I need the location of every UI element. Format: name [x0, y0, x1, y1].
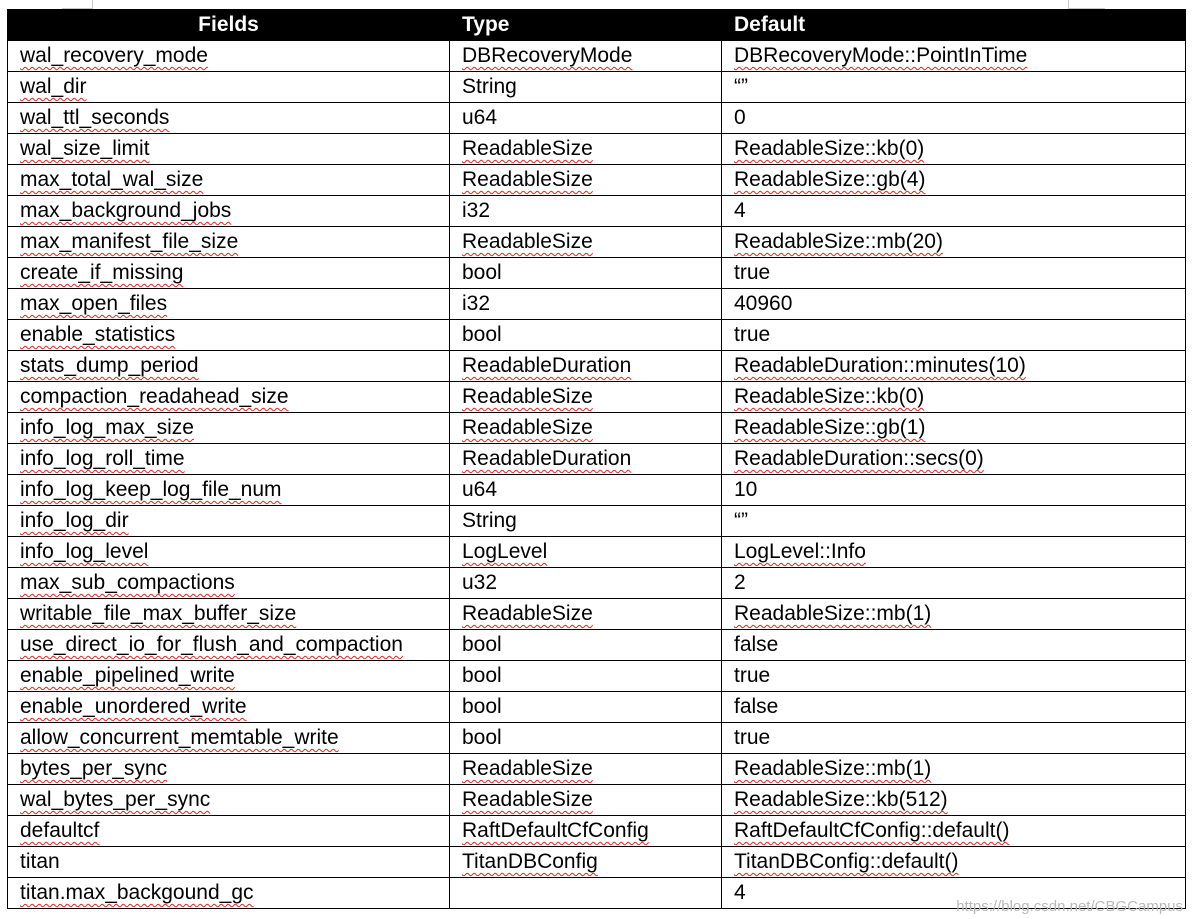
field-cell-text: enable_pipelined_write: [20, 664, 235, 687]
default-cell: [722, 351, 1186, 382]
table-row: [8, 785, 1186, 816]
field-cell: [8, 661, 450, 692]
field-cell: [8, 785, 450, 816]
default-cell-text: ReadableSize::kb(512): [734, 788, 948, 811]
type-cell-text: bool: [462, 633, 502, 656]
type-cell-text: bool: [462, 323, 502, 346]
field-cell: [8, 382, 450, 413]
watermark: https://blog.csdn.net/CBGCampus: [956, 898, 1183, 915]
default-cell-text: ReadableSize::mb(20): [734, 230, 943, 253]
type-cell: [450, 258, 722, 289]
type-cell: [450, 444, 722, 475]
type-cell-text: bool: [462, 664, 502, 687]
table-row: [8, 444, 1186, 475]
field-cell: [8, 878, 450, 909]
default-cell-text: 10: [734, 478, 758, 501]
type-cell-text: TitanDBConfig: [462, 850, 598, 873]
default-cell-text: ReadableSize::gb(1): [734, 416, 926, 439]
type-cell-text: ReadableSize: [462, 602, 593, 625]
default-cell: [722, 72, 1186, 103]
table-row: [8, 134, 1186, 165]
field-cell: [8, 196, 450, 227]
table-row: [8, 816, 1186, 847]
default-cell: [722, 320, 1186, 351]
page-corner-mark-left: [62, 0, 93, 9]
field-cell: [8, 41, 450, 72]
type-cell-text: u64: [462, 106, 498, 129]
default-cell-text: true: [734, 726, 771, 749]
table-row: [8, 165, 1186, 196]
page-corner-mark-right: [1068, 0, 1105, 9]
type-cell-text: bool: [462, 726, 502, 749]
default-cell-text: false: [734, 633, 779, 656]
default-cell-text: ReadableSize::kb(0): [734, 137, 925, 160]
header-type: Type: [450, 10, 722, 41]
field-cell-text: enable_statistics: [20, 323, 176, 346]
table-row: [8, 537, 1186, 568]
field-cell: [8, 103, 450, 134]
default-cell: [722, 537, 1186, 568]
field-cell-text: wal_dir: [20, 75, 87, 98]
default-cell: [722, 413, 1186, 444]
field-cell: [8, 537, 450, 568]
default-cell: [722, 847, 1186, 878]
table-row: [8, 599, 1186, 630]
default-cell-text: “”: [734, 75, 748, 98]
field-cell-text: info_log_level: [20, 540, 149, 563]
default-cell: [722, 289, 1186, 320]
default-cell: [722, 475, 1186, 506]
type-cell: [450, 599, 722, 630]
field-cell-text: max_background_jobs: [20, 199, 232, 222]
type-cell: [450, 165, 722, 196]
default-cell-text: false: [734, 695, 779, 718]
config-table: [7, 9, 1186, 909]
default-cell: [722, 41, 1186, 72]
default-cell: [722, 227, 1186, 258]
type-cell-text: ReadableSize: [462, 137, 593, 160]
type-cell-text: u64: [462, 478, 498, 501]
type-cell-text: LogLevel: [462, 540, 548, 563]
default-cell-text: TitanDBConfig::default(): [734, 850, 959, 873]
type-cell-text: bool: [462, 695, 502, 718]
type-cell-text: i32: [462, 199, 491, 222]
type-cell: [450, 878, 722, 909]
field-cell: [8, 444, 450, 475]
type-cell-text: bool: [462, 261, 502, 284]
field-cell: [8, 227, 450, 258]
table-row: [8, 661, 1186, 692]
type-cell-text: ReadableSize: [462, 168, 593, 191]
table-row: [8, 847, 1186, 878]
default-cell-text: RaftDefaultCfConfig::default(): [734, 819, 1010, 842]
field-cell: [8, 816, 450, 847]
field-cell-text: wal_ttl_seconds: [20, 106, 170, 129]
type-cell-text: ReadableSize: [462, 416, 593, 439]
field-cell-text: info_log_roll_time: [20, 447, 185, 470]
field-cell-text: defaultcf: [20, 819, 100, 842]
type-cell-text: ReadableSize: [462, 757, 593, 780]
field-cell: [8, 475, 450, 506]
type-cell: [450, 103, 722, 134]
table-row: [8, 72, 1186, 103]
default-cell: [722, 196, 1186, 227]
type-cell-text: ReadableSize: [462, 230, 593, 253]
type-cell-text: String: [462, 75, 517, 98]
table-row: [8, 382, 1186, 413]
table-row: [8, 754, 1186, 785]
table-row: [8, 723, 1186, 754]
field-cell: [8, 847, 450, 878]
default-cell: [722, 785, 1186, 816]
type-cell: [450, 475, 722, 506]
table-row: [8, 103, 1186, 134]
field-cell-text: allow_concurrent_memtable_write: [20, 726, 339, 749]
default-cell-text: 40960: [734, 292, 793, 315]
table-row: [8, 227, 1186, 258]
type-cell: [450, 382, 722, 413]
field-cell-text: max_sub_compactions: [20, 571, 235, 594]
field-cell-text: max_open_files: [20, 292, 168, 315]
default-cell: [722, 134, 1186, 165]
field-cell-text: stats_dump_period: [20, 354, 199, 377]
field-cell-text: writable_file_max_buffer_size: [20, 602, 297, 625]
type-cell: [450, 351, 722, 382]
default-cell: [722, 754, 1186, 785]
field-cell: [8, 320, 450, 351]
type-cell-text: ReadableSize: [462, 385, 593, 408]
type-cell: [450, 196, 722, 227]
field-cell-text: compaction_readahead_size: [20, 385, 289, 408]
field-cell: [8, 165, 450, 196]
table-row: [8, 692, 1186, 723]
default-cell-text: 2: [734, 571, 746, 594]
field-cell: [8, 754, 450, 785]
field-cell-text: wal_size_limit: [20, 137, 150, 160]
field-cell-text: max_manifest_file_size: [20, 230, 239, 253]
table-row: [8, 413, 1186, 444]
type-cell: [450, 134, 722, 165]
default-cell: [722, 661, 1186, 692]
default-cell-text: ReadableDuration::secs(0): [734, 447, 984, 470]
table-row: [8, 289, 1186, 320]
header-fields: Fields: [8, 10, 450, 41]
field-cell-text: max_total_wal_size: [20, 168, 204, 191]
field-cell: [8, 506, 450, 537]
default-cell-text: 4: [734, 881, 746, 904]
default-cell: [722, 568, 1186, 599]
type-cell: [450, 754, 722, 785]
default-cell: [722, 444, 1186, 475]
table-row: [8, 568, 1186, 599]
table-row: [8, 41, 1186, 72]
default-cell-text: LogLevel::Info: [734, 540, 866, 563]
type-cell: [450, 630, 722, 661]
default-cell-text: true: [734, 261, 771, 284]
type-cell: [450, 72, 722, 103]
field-cell: [8, 72, 450, 103]
type-cell: [450, 847, 722, 878]
type-cell: [450, 568, 722, 599]
field-cell-text: titan: [20, 850, 60, 873]
field-cell: [8, 630, 450, 661]
default-cell: [722, 692, 1186, 723]
type-cell-text: u32: [462, 571, 498, 594]
field-cell: [8, 599, 450, 630]
type-cell: [450, 506, 722, 537]
type-cell-text: String: [462, 509, 517, 532]
type-cell: [450, 816, 722, 847]
default-cell: [722, 165, 1186, 196]
field-cell-text: info_log_dir: [20, 509, 129, 532]
default-cell: [722, 723, 1186, 754]
field-cell: [8, 134, 450, 165]
field-cell-text: enable_unordered_write: [20, 695, 247, 718]
header-default: Default: [722, 10, 1186, 41]
field-cell: [8, 723, 450, 754]
type-cell: [450, 413, 722, 444]
field-cell: [8, 413, 450, 444]
field-cell-text: wal_bytes_per_sync: [20, 788, 211, 811]
field-cell: [8, 289, 450, 320]
type-cell-text: ReadableSize: [462, 788, 593, 811]
type-cell-text: i32: [462, 292, 491, 315]
table-row: [8, 475, 1186, 506]
default-cell-text: DBRecoveryMode::PointInTime: [734, 44, 1028, 67]
type-cell-text: ReadableDuration: [462, 354, 632, 377]
type-cell-text: ReadableDuration: [462, 447, 632, 470]
table-row: [8, 196, 1186, 227]
default-cell: [722, 103, 1186, 134]
field-cell-text: titan.max_backgound_gc: [20, 881, 254, 904]
default-cell-text: ReadableDuration::minutes(10): [734, 354, 1026, 377]
default-cell-text: “”: [734, 509, 748, 532]
default-cell-text: ReadableSize::mb(1): [734, 602, 932, 625]
default-cell-text: ReadableSize::gb(4): [734, 168, 926, 191]
field-cell-text: info_log_keep_log_file_num: [20, 478, 282, 501]
table-body: [8, 41, 1186, 909]
default-cell: [722, 382, 1186, 413]
default-cell-text: true: [734, 323, 771, 346]
field-cell: [8, 258, 450, 289]
default-cell: [722, 599, 1186, 630]
type-cell: [450, 289, 722, 320]
default-cell-text: 0: [734, 106, 746, 129]
field-cell-text: info_log_max_size: [20, 416, 194, 439]
table-header-row: [8, 10, 1186, 41]
type-cell: [450, 661, 722, 692]
field-cell: [8, 692, 450, 723]
type-cell: [450, 785, 722, 816]
field-cell-text: bytes_per_sync: [20, 757, 168, 780]
default-cell: [722, 506, 1186, 537]
type-cell-text: DBRecoveryMode: [462, 44, 633, 67]
default-cell-text: ReadableSize::mb(1): [734, 757, 932, 780]
type-cell: [450, 692, 722, 723]
field-cell-text: wal_recovery_mode: [20, 44, 208, 67]
type-cell: [450, 320, 722, 351]
table-row: [8, 258, 1186, 289]
type-cell-text: RaftDefaultCfConfig: [462, 819, 649, 842]
default-cell: [722, 258, 1186, 289]
table-row: [8, 351, 1186, 382]
default-cell-text: ReadableSize::kb(0): [734, 385, 925, 408]
default-cell: [722, 816, 1186, 847]
default-cell-text: 4: [734, 199, 746, 222]
table-row: [8, 506, 1186, 537]
type-cell: [450, 41, 722, 72]
table-row: [8, 630, 1186, 661]
field-cell: [8, 568, 450, 599]
table-row: [8, 320, 1186, 351]
type-cell: [450, 723, 722, 754]
default-cell: [722, 630, 1186, 661]
default-cell-text: true: [734, 664, 771, 687]
field-cell-text: create_if_missing: [20, 261, 184, 284]
type-cell: [450, 537, 722, 568]
type-cell: [450, 227, 722, 258]
field-cell-text: use_direct_io_for_flush_and_compaction: [20, 633, 403, 656]
field-cell: [8, 351, 450, 382]
